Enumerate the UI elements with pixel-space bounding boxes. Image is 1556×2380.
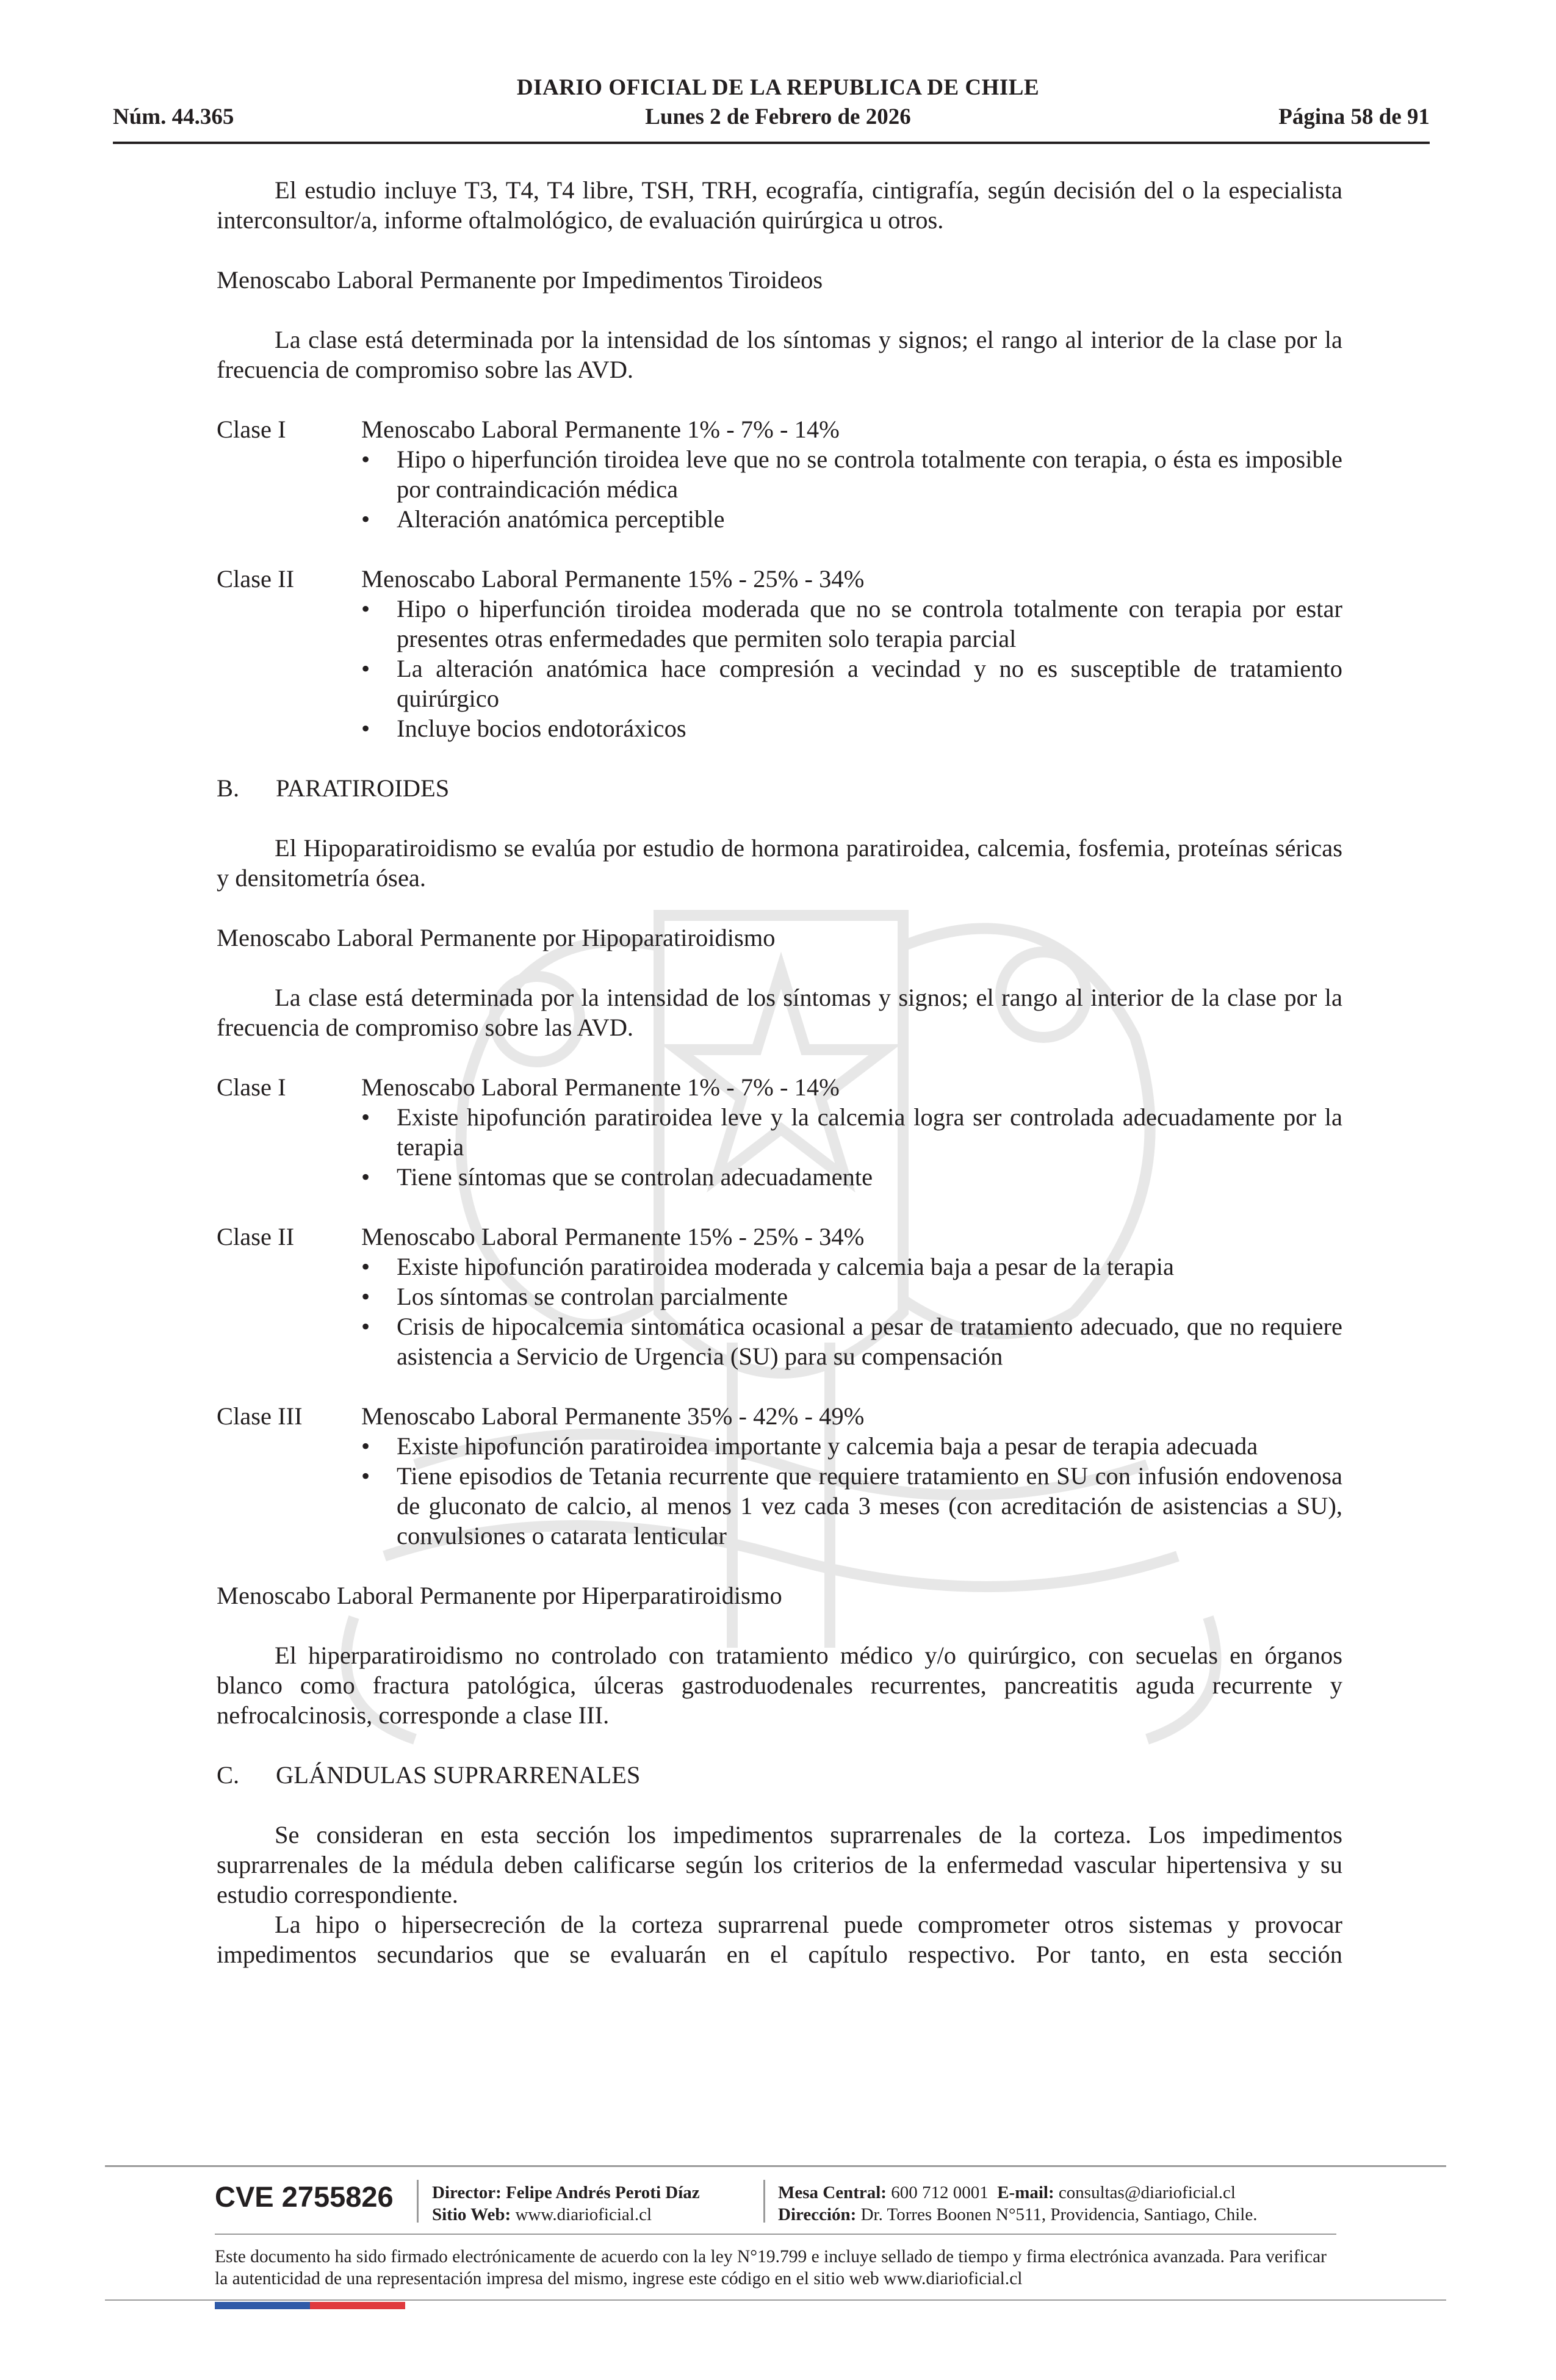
list-item: • Hipo o hiperfunción tiroidea moderada que no se controla totalmente con terapia por estar presentes otras enfermedades que permiten solo terapia parcial xyxy=(361,594,1342,654)
section-c-heading xyxy=(217,1760,1342,1790)
address-label: Dirección: xyxy=(778,2205,857,2224)
study-paragraph: El estudio incluye T3, T4, T4 libre, TSH, TRH, ecografía, cintigrafía, según decisión del o la especialista interconsultor/a, informe oftalmológico, de evaluación quirúrgica u otros. xyxy=(217,176,1342,234)
section-letter: C. xyxy=(217,1761,240,1789)
class-label: Clase III xyxy=(217,1402,303,1430)
hiperpara-paragraph: El hiperparatiroidismo no controlado con tratamiento médico y/o quirúrgico, con secuelas en órganos blanco como fractura patológica, úlceras gastroduodenales recurrentes, pancreatitis aguda recurrente y nefrocalcinosis, corresponde a clase III. xyxy=(217,1642,1342,1729)
hipopara-eval-paragraph: El Hipoparatiroidismo se evalúa por estudio de hormona paratiroidea, calcemia, fosfemia, proteínas séricas y densitometría ósea. xyxy=(217,834,1342,892)
class-range: Menoscabo Laboral Permanente 35% - 42% - 49% xyxy=(361,1402,865,1430)
email-label: E-mail: xyxy=(997,2183,1054,2202)
tiroideos-class-2 xyxy=(217,564,1342,594)
class-range: Menoscabo Laboral Permanente 15% - 25% - 34% xyxy=(361,1223,865,1250)
director-name: Felipe Andrés Peroti Díaz xyxy=(506,2183,700,2202)
section-title: GLÁNDULAS SUPRARRENALES xyxy=(276,1761,641,1789)
tiroideos-class-2-list xyxy=(217,594,1342,743)
footer-separator xyxy=(417,2180,419,2223)
paratiroides-class-3-list xyxy=(217,1431,1342,1551)
list-item: • Crisis de hipocalcemia sintomática ocasional a pesar de tratamiento adecuado, que no requiere asistencia a Servicio de Urgencia (SU) para su compensación xyxy=(361,1311,1342,1371)
list-item: • Existe hipofunción paratiroidea importante y calcemia baja a pesar de terapia adecuada xyxy=(361,1431,1342,1461)
website-label: Sitio Web: xyxy=(432,2205,511,2224)
flag-stripe-blue xyxy=(215,2302,310,2309)
paratiroides-class-3 xyxy=(217,1401,1342,1431)
footer-separator xyxy=(763,2180,765,2223)
list-item: • Los síntomas se controlan parcialmente xyxy=(361,1282,1342,1311)
newspaper-title: DIARIO OFICIAL DE LA REPUBLICA DE CHILE xyxy=(516,75,1040,100)
header-divider xyxy=(113,142,1430,144)
paratiroides-class-2-list xyxy=(217,1252,1342,1371)
section-b-heading xyxy=(217,773,1342,803)
class-criteria-paragraph: La clase está determinada por la intensidad de los síntomas y signos; el rango al interior de la clase por la frecuencia de compromiso sobre las AVD. xyxy=(217,326,1342,383)
tiroideos-class-1 xyxy=(217,414,1342,444)
list-item: • Existe hipofunción paratiroidea moderada y calcemia baja a pesar de la terapia xyxy=(361,1252,1342,1282)
website-link[interactable]: www.diarioficial.cl xyxy=(515,2205,652,2224)
heading-tiroideos: Menoscabo Laboral Permanente por Impedimentos Tiroideos xyxy=(217,266,823,294)
heading-hipopara: Menoscabo Laboral Permanente por Hipoparatiroidismo xyxy=(217,924,776,951)
list-item: • Tiene síntomas que se controlan adecuadamente xyxy=(361,1162,1342,1192)
class-label: Clase II xyxy=(217,1223,295,1250)
list-item: • La alteración anatómica hace compresión a vecindad y no es susceptible de tratamiento quirúrgico xyxy=(361,654,1342,713)
paratiroides-class-1-list xyxy=(217,1102,1342,1192)
list-item: • Incluye bocios endotoráxicos xyxy=(361,713,1342,743)
legal-notice: Este documento ha sido firmado electrónicamente de acuerdo con la ley N°19.799 e incluye sellado de tiempo y firma electrónica avanzada. Para verificar la autenticidad de una representación impresa del mismo, ingrese este código en el sitio web www.diarioficial.cl xyxy=(215,2247,1327,2288)
issue-date: Lunes 2 de Febrero de 2026 xyxy=(645,104,911,129)
class-label: Clase II xyxy=(217,565,295,593)
suprarrenales-paragraph-1: Se consideran en esta sección los impedimentos suprarrenales de la corteza. Los impedimentos suprarrenales de la médula deben calificarse según los criterios de la enfermedad vascular hipertensiva y su estudio correspondiente. xyxy=(217,1821,1342,1908)
section-title: PARATIROIDES xyxy=(276,774,450,802)
list-item: • Tiene episodios de Tetania recurrente que requiere tratamiento en SU con infusión endovenosa de gluconato de calcio, al menos 1 vez cada 3 meses (con acreditación de asistencias a SU), convulsiones o catarata lenticular xyxy=(361,1461,1342,1551)
email-link[interactable]: consultas@diarioficial.cl xyxy=(1058,2183,1236,2202)
footer-director-column xyxy=(432,2182,700,2226)
issue-number: Núm. 44.365 xyxy=(113,104,234,129)
class-label: Clase I xyxy=(217,416,286,443)
tiroideos-class-1-list xyxy=(217,444,1342,534)
class-range: Menoscabo Laboral Permanente 15% - 25% - 34% xyxy=(361,565,865,593)
list-item: • Existe hipofunción paratiroidea leve y la calcemia logra ser controlada adecuadamente por la terapia xyxy=(361,1102,1342,1162)
cve-code: CVE 2755826 xyxy=(215,2180,394,2213)
paratiroides-class-1 xyxy=(217,1072,1342,1102)
page-indicator: Página 58 de 91 xyxy=(1278,104,1430,129)
section-letter: B. xyxy=(217,774,240,802)
mesa-phone: 600 712 0001 xyxy=(891,2183,989,2202)
class-range: Menoscabo Laboral Permanente 1% - 7% - 14% xyxy=(361,416,840,443)
class-range: Menoscabo Laboral Permanente 1% - 7% - 14% xyxy=(361,1073,840,1101)
list-item: • Hipo o hiperfunción tiroidea leve que no se controla totalmente con terapia, o ésta es imposible por contraindicación médica xyxy=(361,444,1342,504)
footer-contact-column xyxy=(778,2182,1257,2226)
flag-stripe-red xyxy=(310,2302,405,2309)
suprarrenales-paragraph-2: La hipo o hipersecreción de la corteza suprarrenal puede comprometer otros sistemas y provocar impedimentos secundarios que se evaluarán en el capítulo respectivo. Por tanto, en esta sección xyxy=(217,1911,1342,1968)
mesa-label: Mesa Central: xyxy=(778,2183,887,2202)
footer-divider xyxy=(105,2299,1446,2301)
heading-hiperpara: Menoscabo Laboral Permanente por Hiperparatiroidismo xyxy=(217,1582,782,1609)
list-item: • Alteración anatómica perceptible xyxy=(361,504,1342,534)
address-value: Dr. Torres Boonen N°511, Providencia, Santiago, Chile. xyxy=(860,2205,1258,2224)
class-label: Clase I xyxy=(217,1073,286,1101)
class-criteria-paragraph: La clase está determinada por la intensidad de los síntomas y signos; el rango al interior de la clase por la frecuencia de compromiso sobre las AVD. xyxy=(217,984,1342,1041)
footer-divider xyxy=(215,2234,1336,2235)
director-label: Director: xyxy=(432,2183,502,2202)
paratiroides-class-2 xyxy=(217,1222,1342,1252)
footer-divider xyxy=(105,2165,1446,2167)
document-body xyxy=(217,175,1342,1969)
